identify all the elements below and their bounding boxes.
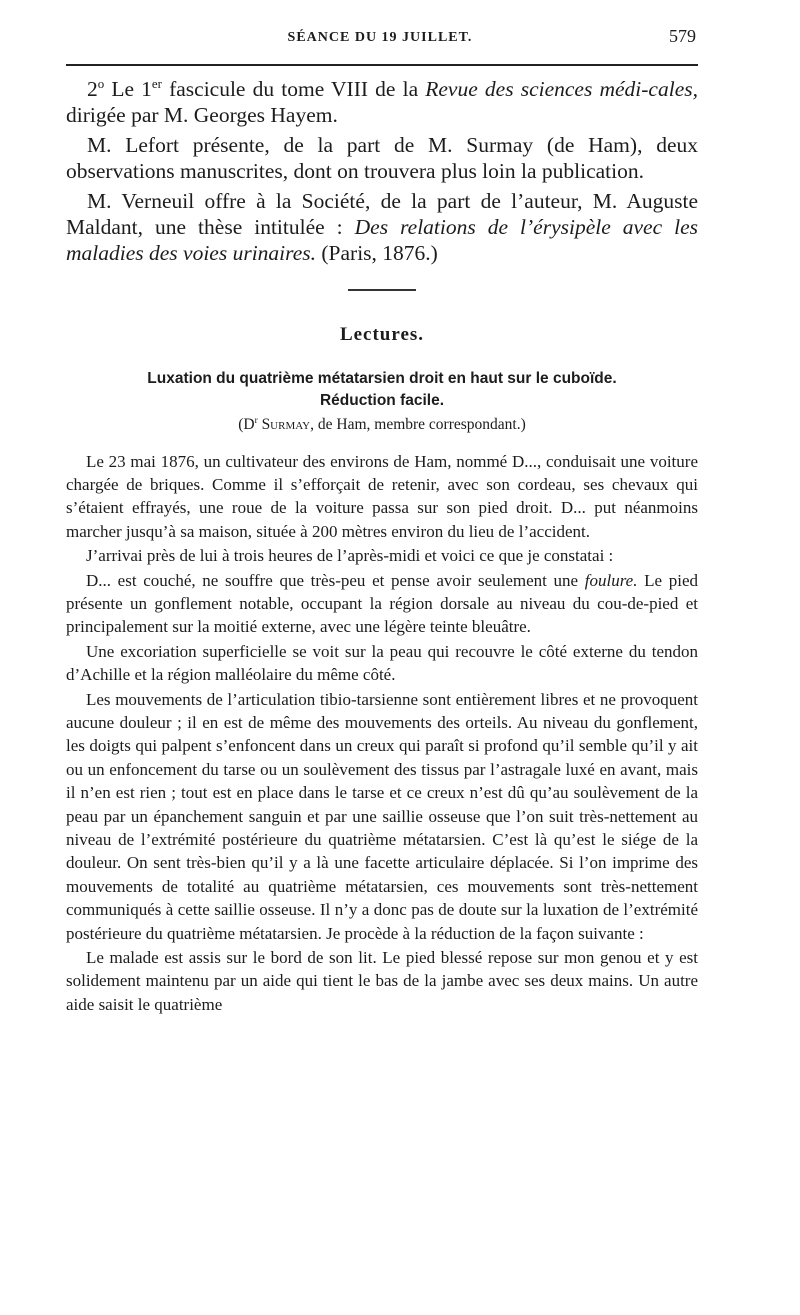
- paragraph: [66, 569, 698, 639]
- paragraph: Le 23 mai 1876, un cultivateur des environs de Ham, nommé D..., conduisait une voiture chargée de briques. Comme il s’efforçait de retenir, avec son cordeau, ses chevaux qui s’étaient effrayés, une roue de la voiture passa sur son pied droit. D... put néanmoins marcher jusqu’à sa maison, située à 200 mètres environ du lieu de l’accident.: [66, 451, 698, 541]
- text-fragment: Le 1: [104, 77, 152, 101]
- text-fragment: (D: [238, 415, 255, 433]
- item-number: 2: [87, 77, 98, 101]
- journal-title: Revue des sciences médi-cales,: [425, 77, 698, 101]
- paragraph: Une excoriation superficielle se voit sur la peau qui recouvre le côté externe du tendon d’Achille et la région malléolaire du même côté.: [66, 641, 698, 685]
- text-fragment: Le pied présente un gonflement notable, occupant la région dorsale au niveau du cou-de-pied et principalement sur la moitié externe, avec une légère teinte bleuâtre.: [66, 570, 698, 637]
- paragraph: Les mouvements de l’articulation tibio-tarsienne sont entièrement libres et ne provoquent aucune douleur ; il en est de même des mouvements des orteils. Au niveau du gonflement, les doigts qui palpent s’enfoncent dans un creux qui paraît si profond qu’il semble qu’il y ait ou un enfoncement du tarse ou un soulèvement des tissus par l’astragale luxé en avant, mais il n’en est rien ; tout est en place dans le tarse et ce creux n’est dû qu’au soulèvement de la peau par un épanchement sanguin et par une saillie osseuse que l’on suit très-nettement au niveau de l’extrémité postérieure du quatrième métatarsien. C’est là qu’est le siége de la douleur. On sent très-bien qu’il y a là une facette articulaire déplacée. Si l’on imprime des mouvements de totalité au quatrième métatarsien, ces mouvements sont très-nettement communiqués à cette saillie osseuse. Il n’y a donc pas de doute sur la luxation de l’extrémité postérieure du quatrième métatarsien. Je procède à la réduction de la façon suivante :: [66, 689, 698, 943]
- ordinal-sup: o: [97, 76, 105, 91]
- article-title-line-1: Luxation du quatrième métatarsien droit en haut sur le cuboïde.: [147, 369, 617, 387]
- ordinal-sup: er: [151, 76, 162, 91]
- announcement-fascicule: [66, 76, 698, 128]
- running-title: SÉANCE DU 19 JUILLET.: [287, 30, 473, 45]
- text-fragment: D... est couché, ne souffre que très-peu et pense avoir seulement une: [86, 570, 585, 590]
- title-sup: r: [254, 415, 258, 426]
- text-fragment: fascicule du tome VIII de la: [161, 77, 426, 101]
- header-rule: [66, 64, 698, 66]
- announcement-verneuil: [66, 188, 698, 266]
- page-number: 579: [669, 26, 696, 46]
- article-title: [66, 368, 698, 412]
- text-fragment: dirigée par M. Georges Hayem.: [66, 103, 338, 127]
- article-author: [66, 414, 698, 436]
- page-body: [66, 76, 698, 1017]
- thesis-title: Des relations de l’érysipèle avec les maladies des voies urinaires.: [66, 215, 699, 265]
- emphasis: foulure.: [584, 570, 638, 590]
- announcement-lefort: M. Lefort présente, de la part de M. Surmay (de Ham), deux observations manuscrites, dont on trouvera plus loin la publication.: [66, 133, 698, 183]
- article-title-line-2: Réduction facile.: [319, 391, 445, 409]
- text-fragment: (Paris, 1876.): [316, 241, 438, 265]
- text-fragment: , de Ham, membre correspondant.): [310, 415, 526, 433]
- paragraph: Le malade est assis sur le bord de son lit. Le pied blessé repose sur mon genou et y est solidement maintenu par un aide qui tient le bas de la jambe avec ses deux mains. Un autre aide saisit le quatrième: [66, 948, 698, 1014]
- announcements: [66, 76, 698, 266]
- separator-rule: [348, 289, 416, 291]
- paragraph: J’arrivai près de lui à trois heures de l’après-midi et voici ce que je constatai :: [86, 546, 614, 566]
- section-title: Lectures.: [339, 323, 425, 345]
- article-body: [66, 450, 698, 1017]
- text-fragment: M. Verneuil offre à la Société, de la part de l’auteur, M. Auguste Maldant, une thèse intitulée :: [66, 189, 698, 239]
- author-name: Surmay: [261, 415, 311, 433]
- running-header: [64, 26, 696, 56]
